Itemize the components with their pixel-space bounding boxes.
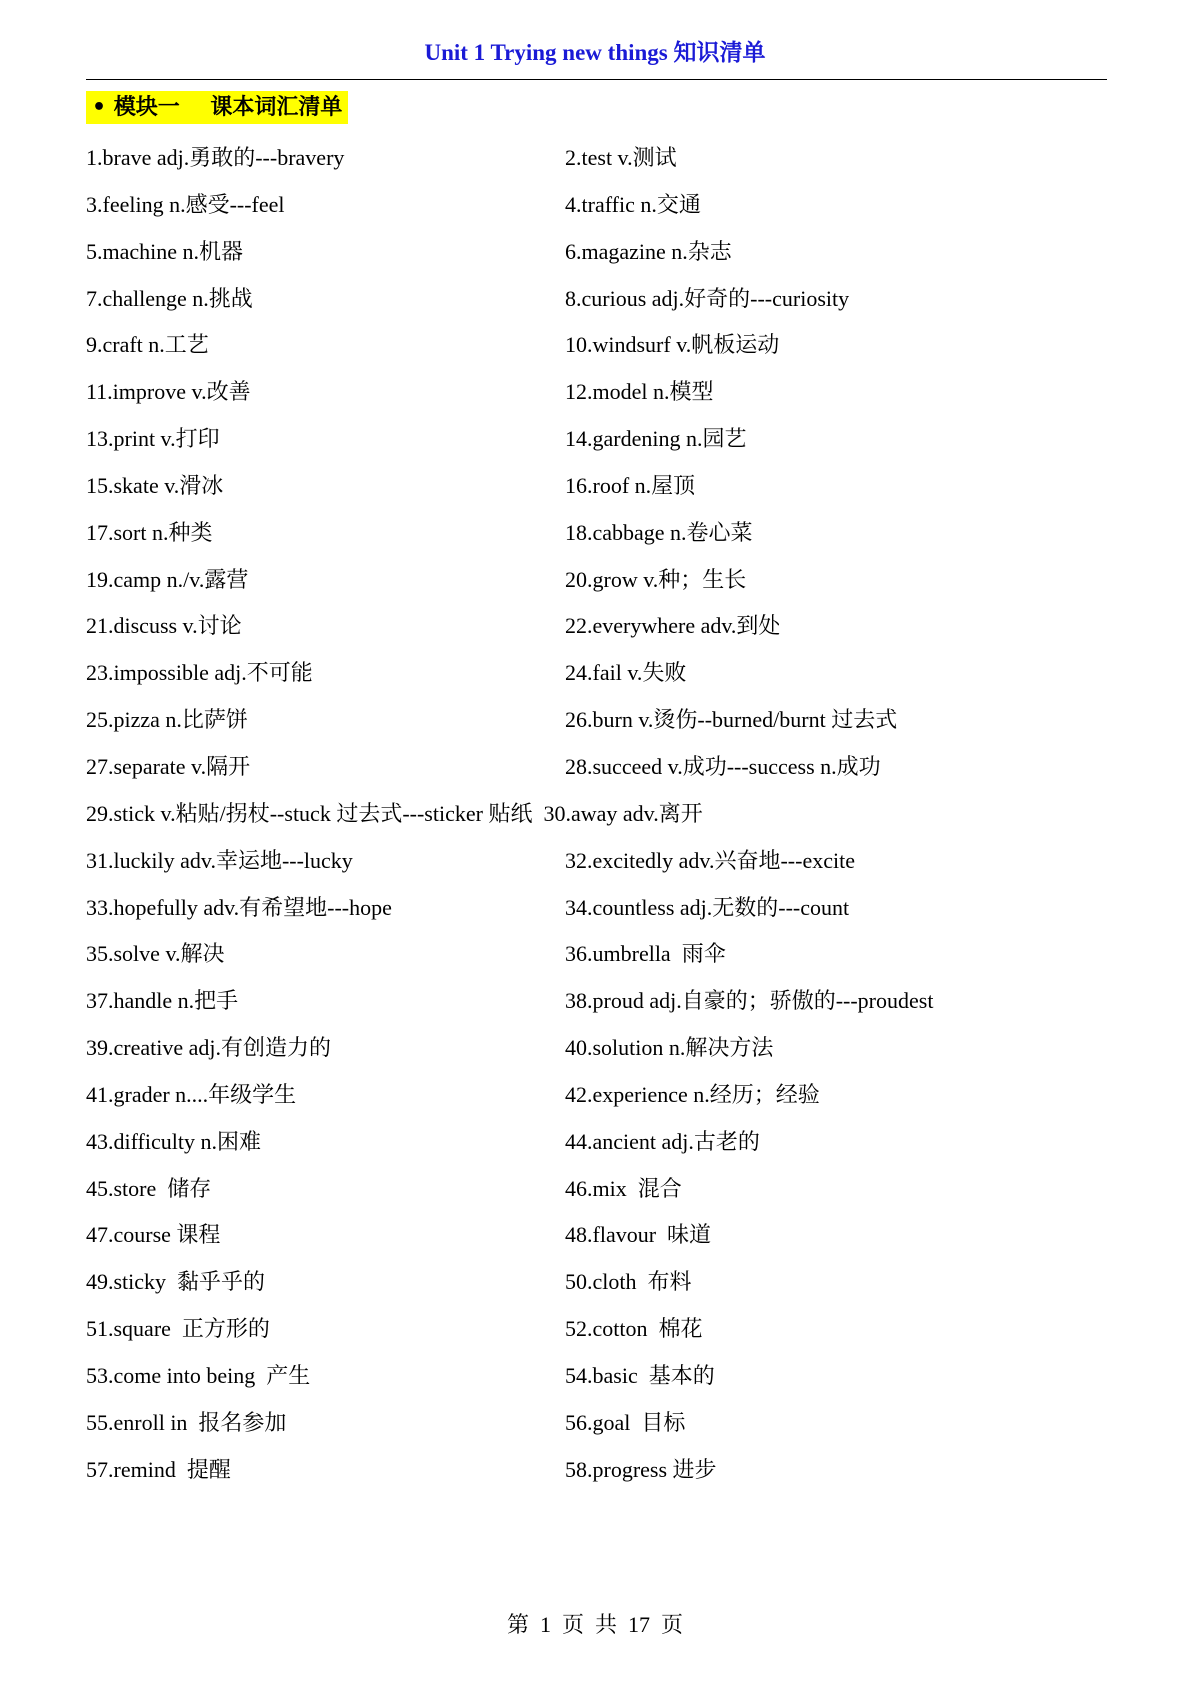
vocab-item: 58.progress 进步 [565, 1456, 717, 1482]
vocab-item: 53.come into being 产生 [86, 1362, 311, 1388]
vocab-row [86, 931, 1107, 978]
vocab-item: 26.burn v.烫伤--burned/burnt 过去式 [565, 707, 898, 733]
section-heading: • 模块一 课本词汇清单 [86, 91, 348, 124]
vocab-item: 33.hopefully adv.有希望地---hope [86, 894, 392, 920]
vocab-item: 25.pizza n.比萨饼 [86, 707, 248, 733]
vocab-row [86, 697, 1107, 744]
vocab-row [86, 1119, 1107, 1166]
vocab-item: 31.luckily adv.幸运地---lucky [86, 847, 353, 873]
vocab-row [86, 1447, 1107, 1494]
vocab-item: 2.test v.测试 [565, 145, 677, 170]
vocab-item: 16.roof n.屋顶 [565, 472, 696, 498]
vocab-item: 22.everywhere adv.到处 [565, 613, 781, 639]
vocab-item: 37.handle n.把手 [86, 988, 239, 1014]
vocab-row [86, 1212, 1107, 1259]
vocab-item: 55.enroll in 报名参加 [86, 1409, 287, 1435]
vocab-row [86, 182, 1107, 229]
vocab-item: 47.course 课程 [86, 1222, 221, 1248]
header-divider [86, 79, 1107, 80]
vocab-item: 1.brave adj.勇敢的---bravery [86, 145, 345, 170]
vocab-row [86, 135, 1107, 182]
vocab-item: 35.solve v.解决 [86, 941, 225, 967]
vocab-item: 15.skate v.滑冰 [86, 472, 224, 498]
vocab-item: 18.cabbage n.卷心菜 [565, 519, 753, 545]
vocab-item: 6.magazine n.杂志 [565, 238, 732, 264]
vocab-item: 44.ancient adj.古老的 [565, 1128, 760, 1154]
vocab-row [86, 1353, 1107, 1400]
vocab-item: 45.store 储存 [86, 1175, 212, 1201]
vocab-row [86, 1025, 1107, 1072]
vocab-item: 54.basic 基本的 [565, 1362, 715, 1388]
vocab-item: 8.curious adj.好奇的---curiosity [565, 285, 850, 311]
vocab-item: 50.cloth 布料 [565, 1269, 692, 1295]
vocab-item: 51.square 正方形的 [86, 1316, 270, 1342]
vocab-row [86, 978, 1107, 1025]
vocab-item: 7.challenge n.挑战 [86, 285, 253, 311]
vocab-row [86, 744, 1107, 791]
vocab-item: 46.mix 混合 [565, 1175, 682, 1201]
vocab-item: 19.camp n./v.露营 [86, 566, 249, 592]
vocab-item: 34.countless adj.无数的---count [565, 894, 850, 920]
page-number-footer: 第 1 页 共 17 页 [506, 1612, 683, 1637]
vocab-item: 3.feeling n.感受---feel [86, 191, 285, 217]
vocab-item: 38.proud adj.自豪的；骄傲的---proudest [565, 988, 934, 1014]
vocab-item: 14.gardening n.园艺 [565, 426, 747, 452]
page-title: Unit 1 Trying new things 知识清单 [424, 40, 766, 65]
vocab-row [86, 885, 1107, 932]
vocab-item: 41.grader n....年级学生 [86, 1081, 297, 1107]
vocab-item: 17.sort n.种类 [86, 519, 213, 545]
vocab-row [86, 229, 1107, 276]
vocab-row [86, 838, 1107, 885]
vocab-row [86, 1072, 1107, 1119]
vocab-row [86, 1259, 1107, 1306]
vocab-row [86, 463, 1107, 510]
vocab-item: 12.model n.模型 [565, 379, 714, 405]
vocab-row [86, 276, 1107, 323]
vocab-row [86, 650, 1107, 697]
vocab-item: 43.difficulty n.困难 [86, 1128, 261, 1154]
vocab-item: 28.succeed v.成功---success n.成功 [565, 753, 881, 779]
vocab-item: 5.machine n.机器 [86, 238, 244, 264]
vocab-item: 32.excitedly adv.兴奋地---excite [565, 847, 855, 873]
vocab-row [86, 557, 1107, 604]
vocab-row [86, 369, 1107, 416]
vocab-row [86, 1306, 1107, 1353]
vocabulary-list [86, 135, 1107, 1493]
vocab-item: 23.impossible adj.不可能 [86, 660, 313, 686]
vocab-row [86, 791, 1107, 838]
vocab-row [86, 1400, 1107, 1447]
vocab-item: 11.improve v.改善 [86, 379, 251, 405]
vocab-item: 24.fail v.失败 [565, 660, 687, 686]
vocab-row [86, 322, 1107, 369]
vocab-item: 21.discuss v.讨论 [86, 613, 242, 639]
vocab-item: 52.cotton 棉花 [565, 1316, 703, 1342]
vocab-item: 42.experience n.经历；经验 [565, 1081, 820, 1107]
vocab-item: 10.windsurf v.帆板运动 [565, 332, 780, 358]
vocab-item: 30.away adv.离开 [543, 800, 703, 826]
vocab-item: 20.grow v.种；生长 [565, 566, 747, 592]
vocab-item: 40.solution n.解决方法 [565, 1035, 774, 1061]
vocab-item: 9.craft n.工艺 [86, 332, 209, 358]
vocab-item: 13.print v.打印 [86, 426, 220, 452]
vocab-item: 56.goal 目标 [565, 1409, 686, 1435]
vocab-item: 57.remind 提醒 [86, 1456, 231, 1482]
vocab-row [86, 603, 1107, 650]
vocab-row [86, 416, 1107, 463]
vocab-item: 36.umbrella 雨伞 [565, 941, 726, 967]
vocab-item: 4.traffic n.交通 [565, 191, 701, 217]
vocab-item: 27.separate v.隔开 [86, 753, 251, 779]
vocab-item: 29.stick v.粘贴/拐杖--stuck 过去式---sticker 贴纸 [86, 800, 533, 826]
vocab-row [86, 510, 1107, 557]
vocab-item: 39.creative adj.有创造力的 [86, 1035, 331, 1061]
vocab-item: 49.sticky 黏乎乎的 [86, 1269, 266, 1295]
vocab-item: 48.flavour 味道 [565, 1222, 712, 1248]
vocab-row [86, 1166, 1107, 1213]
